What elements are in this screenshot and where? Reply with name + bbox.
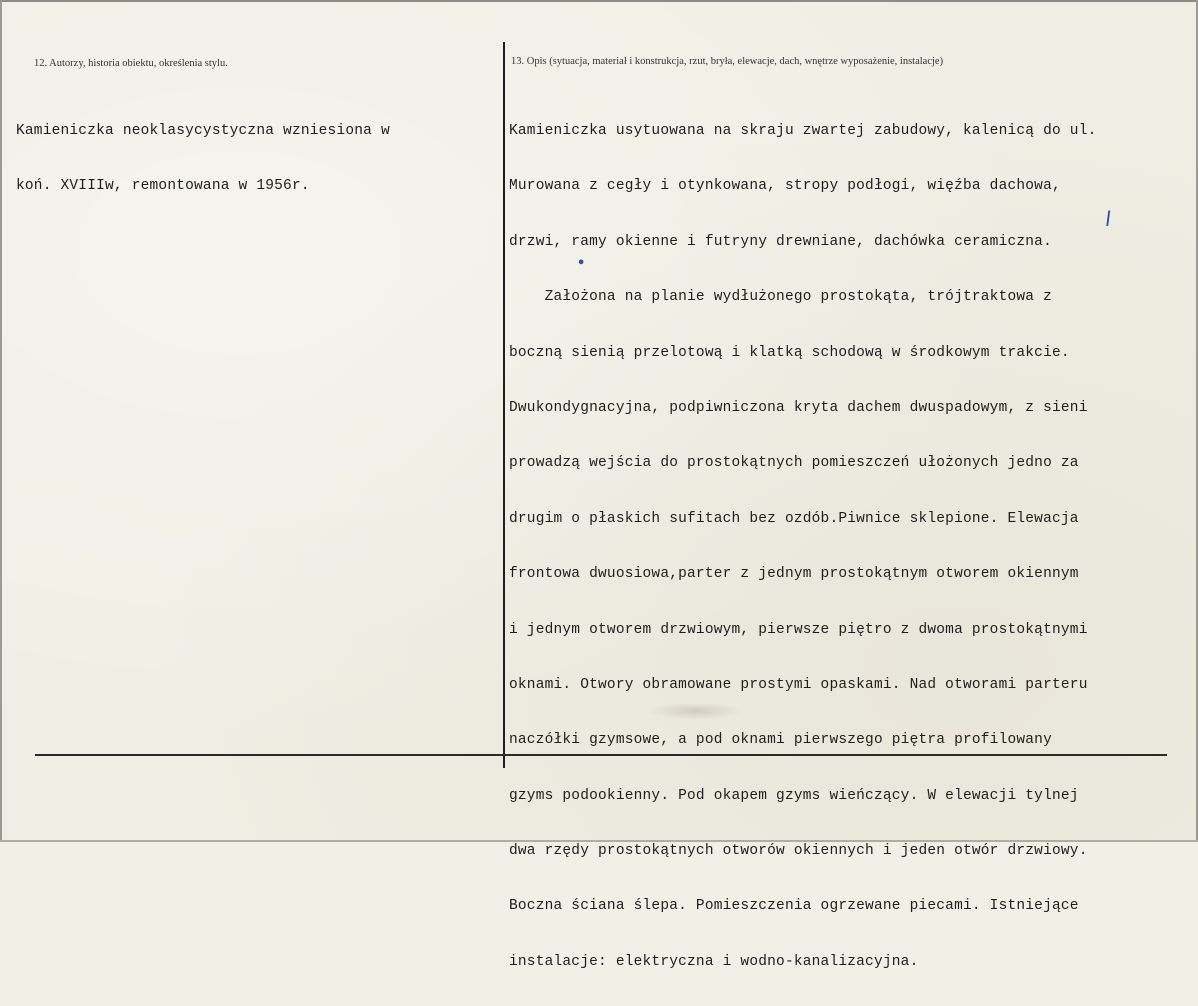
right-section-header: 13. Opis (sytuacja, materiał i konstrukcja, rzut, bryła, elewacje, dach, wnętrze wyposażenie, instalacje) xyxy=(511,56,944,67)
pen-correction-mark: / xyxy=(1103,207,1114,230)
text-line: frontowa dwuosiowa,parter z jednym prostokątnym otworem okiennym xyxy=(509,566,1079,583)
stamp-smudge xyxy=(648,702,743,720)
text-line: koń. XVIIIw, remontowana w 1956r. xyxy=(16,178,310,195)
left-section-body xyxy=(16,88,390,231)
text-line: prowadzą wejścia do prostokątnych pomieszczeń ułożonych jedno za xyxy=(509,455,1079,472)
top-border xyxy=(0,0,1198,2)
text-line: dwa rzędy prostokątnych otworów okiennych i jeden otwór drzwiowy. xyxy=(509,843,1088,860)
column-divider xyxy=(503,42,505,768)
text-line: Założona na planie wydłużonego prostokąta, trójtraktowa z xyxy=(509,289,1052,306)
text-line: gzyms podookienny. Pod okapem gzyms wieńczący. W elewacji tylnej xyxy=(509,787,1079,804)
text-line: Dwukondygnacyjna, podpiwniczona kryta dachem dwuspadowym, z sieni xyxy=(509,399,1088,416)
pen-correction-mark: • xyxy=(577,256,586,271)
right-section-body xyxy=(509,88,1097,1006)
text-line: naczółki gzymsowe, a pod oknami pierwszego piętra profilowany xyxy=(509,732,1052,749)
text-line: Kamieniczka neoklasycystyczna wzniesiona w xyxy=(16,123,390,139)
text-line: i jednym otworem drzwiowym, pierwsze piętro z dwoma prostokątnymi xyxy=(509,621,1088,638)
text-line: Boczna ściana ślepa. Pomieszczenia ogrzewane piecami. Istniejące xyxy=(509,898,1079,915)
text-line: boczną sienią przelotową i klatką schodową w środkowym trakcie. xyxy=(509,344,1070,361)
text-line: drzwi, ramy okienne i futryny drewniane, dachówka ceramiczna. xyxy=(509,233,1052,250)
text-line: instalacje: elektryczna i wodno-kanalizacyjna. xyxy=(509,953,919,970)
text-line: Kamieniczka usytuowana na skraju zwartej zabudowy, kalenicą do ul. xyxy=(509,123,1097,139)
text-line: Murowana z cegły i otynkowana, stropy podłogi, więźba dachowa, xyxy=(509,178,1061,195)
left-section-header: 12. Autorzy, historia obiektu, określenia stylu. xyxy=(34,58,228,69)
text-line: drugim o płaskich sufitach bez ozdób.Piwnice sklepione. Elewacja xyxy=(509,510,1079,527)
left-border xyxy=(0,0,2,842)
text-line: oknami. Otwory obramowane prostymi opaskami. Nad otworami parteru xyxy=(509,676,1088,693)
bottom-rule xyxy=(35,754,1167,756)
